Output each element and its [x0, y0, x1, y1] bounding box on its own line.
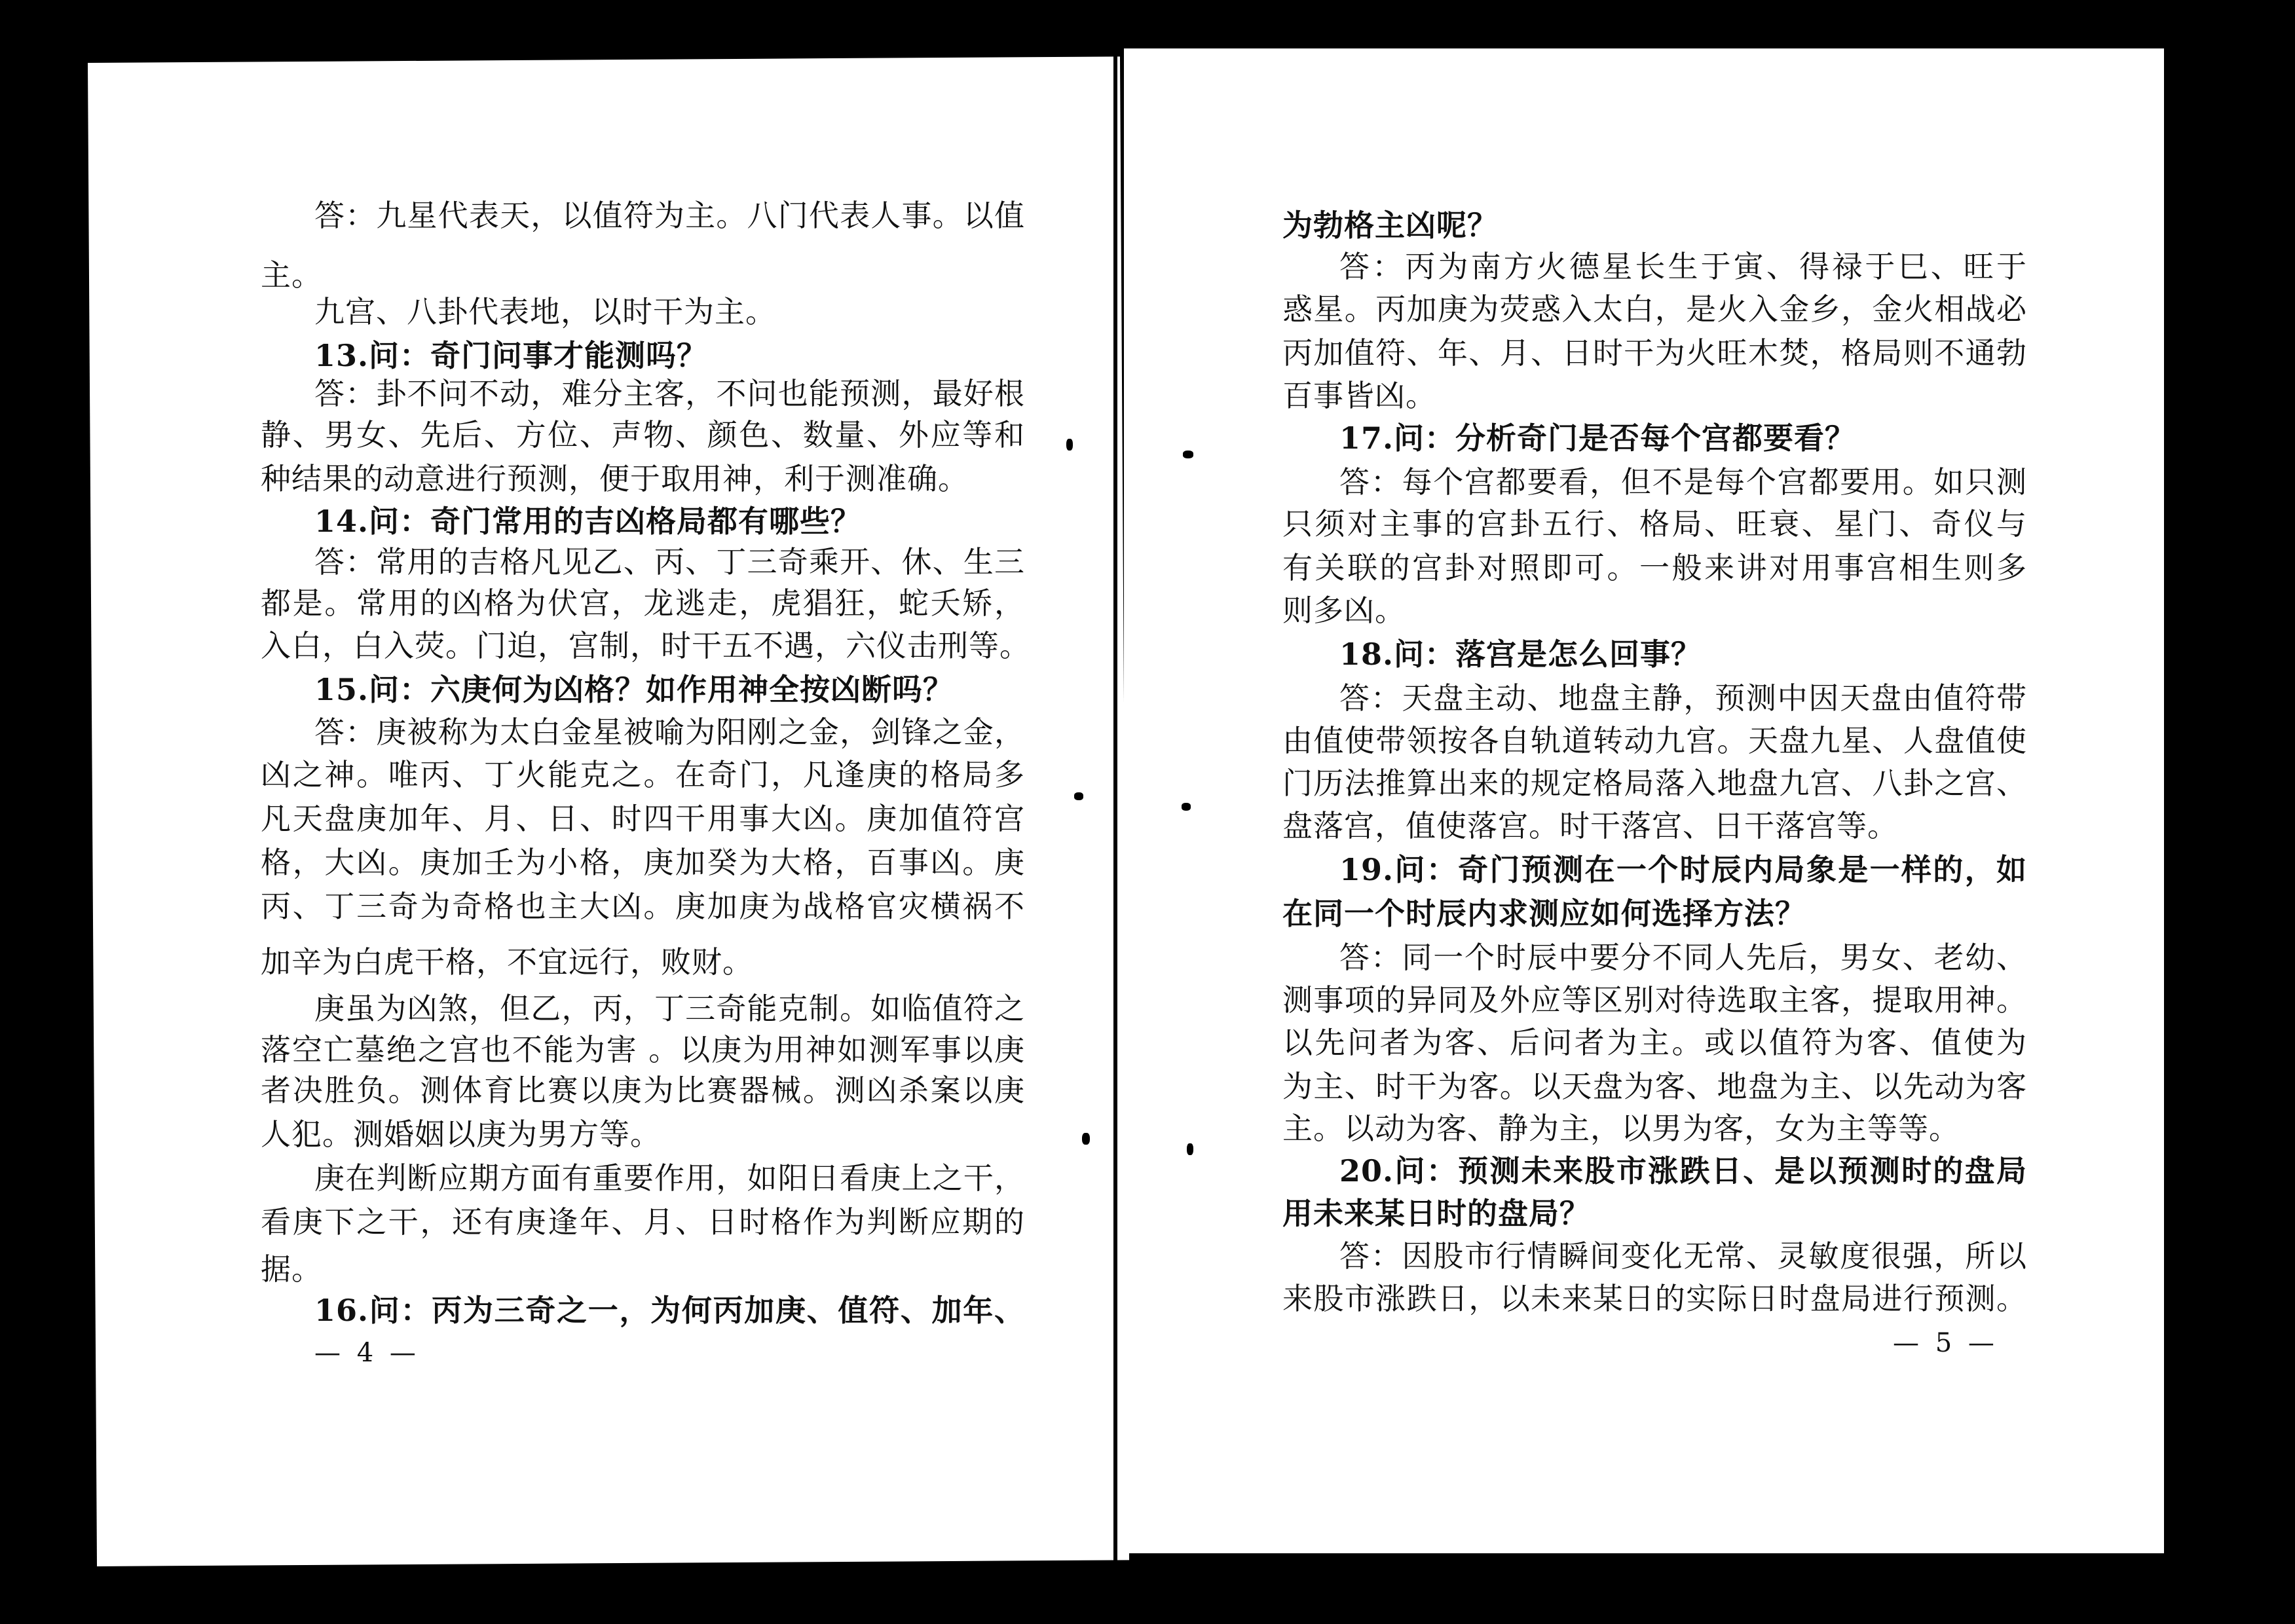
text-line: 答：丙为南方火德星长生于寅、得禄于巳、旺于 [1339, 249, 2027, 284]
text-line: 格，大凶。庚加壬为小格，庚加癸为大格，百事凶。庚 [261, 845, 1025, 880]
question-heading-line: 在同一个时辰内求测应如何选择方法？ [1282, 896, 1806, 931]
text-line: 门历法推算出来的规定格局落入地盘九宫、八卦之宫、 [1282, 766, 2027, 801]
text-line: 主。 [261, 257, 322, 293]
question-heading-line: 19.问：奇门预测在一个时辰内局象是一样的，如 [1339, 852, 2027, 887]
text-line: 答：因股市行情瞬间变化无常、灵敏度很强，所以 [1339, 1238, 2027, 1274]
text-line: 凡天盘庚加年、月、日、时四干用事大凶。庚加值符宫 [261, 801, 1025, 836]
text-line: 凶之神。唯丙、丁火能克之。在奇门，凡逢庚的格局多 [261, 757, 1025, 792]
question-heading-line: 18.问：落宫是怎么回事？ [1339, 637, 1702, 672]
question-heading-line: 14.问：奇门常用的吉凶格局都有哪些？ [314, 504, 862, 539]
scan-speck [1066, 439, 1073, 451]
text-line: 静、男女、先后、方位、声物、颜色、数量、外应等和 [261, 417, 1025, 452]
text-line: 入白，白入荧。门迫，宫制，时干五不遇，六仪击刑等。 [261, 628, 1030, 663]
text-line: 主。以动为客、静为主，以男为客，女为主等等。 [1282, 1111, 1960, 1146]
text-line: 庚在判断应期方面有重要作用，如阳日看庚上之干， [314, 1160, 1025, 1196]
text-line: 答：庚被称为太白金星被喻为阳刚之金，剑锋之金， [314, 714, 1025, 750]
text-line: 丙加值符、年、月、日时干为火旺木焚，格局则不通勃 [1282, 335, 2027, 371]
text-line: 答：每个宫都要看，但不是每个宫都要用。如只测 [1339, 464, 2027, 500]
text-line: 则多凶。 [1282, 593, 1406, 628]
question-heading-line: 16.问：丙为三奇之一，为何丙加庚、值符、加年、 [314, 1293, 1025, 1328]
book-spine-gap [1113, 46, 1117, 1572]
text-line: 九宫、八卦代表地，以时干为主。 [314, 294, 776, 329]
page-number: — 4 — [314, 1338, 420, 1368]
text-line: 来股市涨跌日，以未来某日的实际日时盘局进行预测。 [1282, 1281, 2027, 1316]
scan-speck [1182, 803, 1191, 811]
text-line: 由值使带领按各自轨道转动九宫。天盘九星、人盘值使 [1282, 723, 2027, 758]
text-line: 答：同一个时辰中要分不同人先后，男女、老幼、 [1339, 940, 2027, 975]
question-heading-line: 15.问：六庚何为凶格？如作用神全按凶断吗？ [314, 672, 954, 707]
scan-speck [1074, 792, 1083, 800]
text-line: 据。 [261, 1251, 322, 1287]
text-line: 测事项的异同及外应等区别对待选取主客，提取用神。 [1282, 982, 2027, 1018]
text-line: 都是。常用的凶格为伏宫，龙逃走，虎猖狂，蛇夭矫， [261, 585, 1025, 621]
text-line: 丙、丁三奇为奇格也主大凶。庚加庚为战格官灾横祸不 [261, 889, 1025, 924]
text-line: 者决胜负。测体育比赛以庚为比赛器械。测凶杀案以庚 [261, 1073, 1025, 1108]
text-line: 以先问者为客、后问者为主。或以值符为客、值使为 [1282, 1025, 2027, 1060]
scan-speck [1082, 1133, 1090, 1145]
text-line: 有关联的宫卦对照即可。一般来讲对用事宫相生则多 [1282, 550, 2027, 585]
text-line: 人犯。测婚姻以庚为男方等。 [261, 1116, 661, 1152]
text-line: 庚虽为凶煞，但乙，丙，丁三奇能克制。如临值符之 [314, 991, 1025, 1026]
question-heading-line: 用未来某日时的盘局？ [1282, 1196, 1590, 1231]
question-heading-line: 为勃格主凶呢？ [1282, 208, 1498, 243]
text-line: 答：卦不问不动，难分主客，不问也能预测，最好根 [314, 376, 1025, 411]
text-line: 加辛为白虎干格，不宜远行，败财。 [261, 944, 753, 980]
text-line: 落空亡墓绝之宫也不能为害 。以庚为用神如测军事以庚 [261, 1032, 1025, 1067]
question-heading-line: 13.问：奇门问事才能测吗？ [314, 338, 708, 373]
text-line: 百事皆凶。 [1282, 378, 1436, 413]
text-line: 答：天盘主动、地盘主静，预测中因天盘由值符带 [1339, 680, 2027, 716]
text-line: 只须对主事的宫卦五行、格局、旺衰、星门、奇仪与 [1282, 506, 2027, 542]
page-number: — 5 — [1893, 1328, 1998, 1358]
text-line: 惑星。丙加庚为荧惑入太白，是火入金乡，金火相战必 [1282, 291, 2027, 327]
question-heading-line: 17.问：分析奇门是否每个宫都要看？ [1339, 420, 1856, 456]
text-line: 种结果的动意进行预测，便于取用神，利于测准确。 [261, 461, 969, 496]
scan-speck [1187, 1143, 1193, 1155]
text-line: 盘落宫，值使落宫。时干落宫、日干落宫等。 [1282, 808, 1898, 843]
text-line: 为主、时干为客。以天盘为客、地盘为主、以先动为客 [1282, 1069, 2027, 1104]
scan-speck [1183, 451, 1193, 458]
question-heading-line: 20.问：预测未来股市涨跌日、是以预测时的盘局 [1339, 1153, 2027, 1189]
text-line: 答：九星代表天，以值符为主。八门代表人事。以值 [314, 198, 1025, 233]
text-line: 答：常用的吉格凡见乙、丙、丁三奇乘开、休、生三 [314, 544, 1025, 580]
text-line: 看庚下之干，还有庚逢年、月、日时格作为判断应期的 [261, 1204, 1025, 1240]
